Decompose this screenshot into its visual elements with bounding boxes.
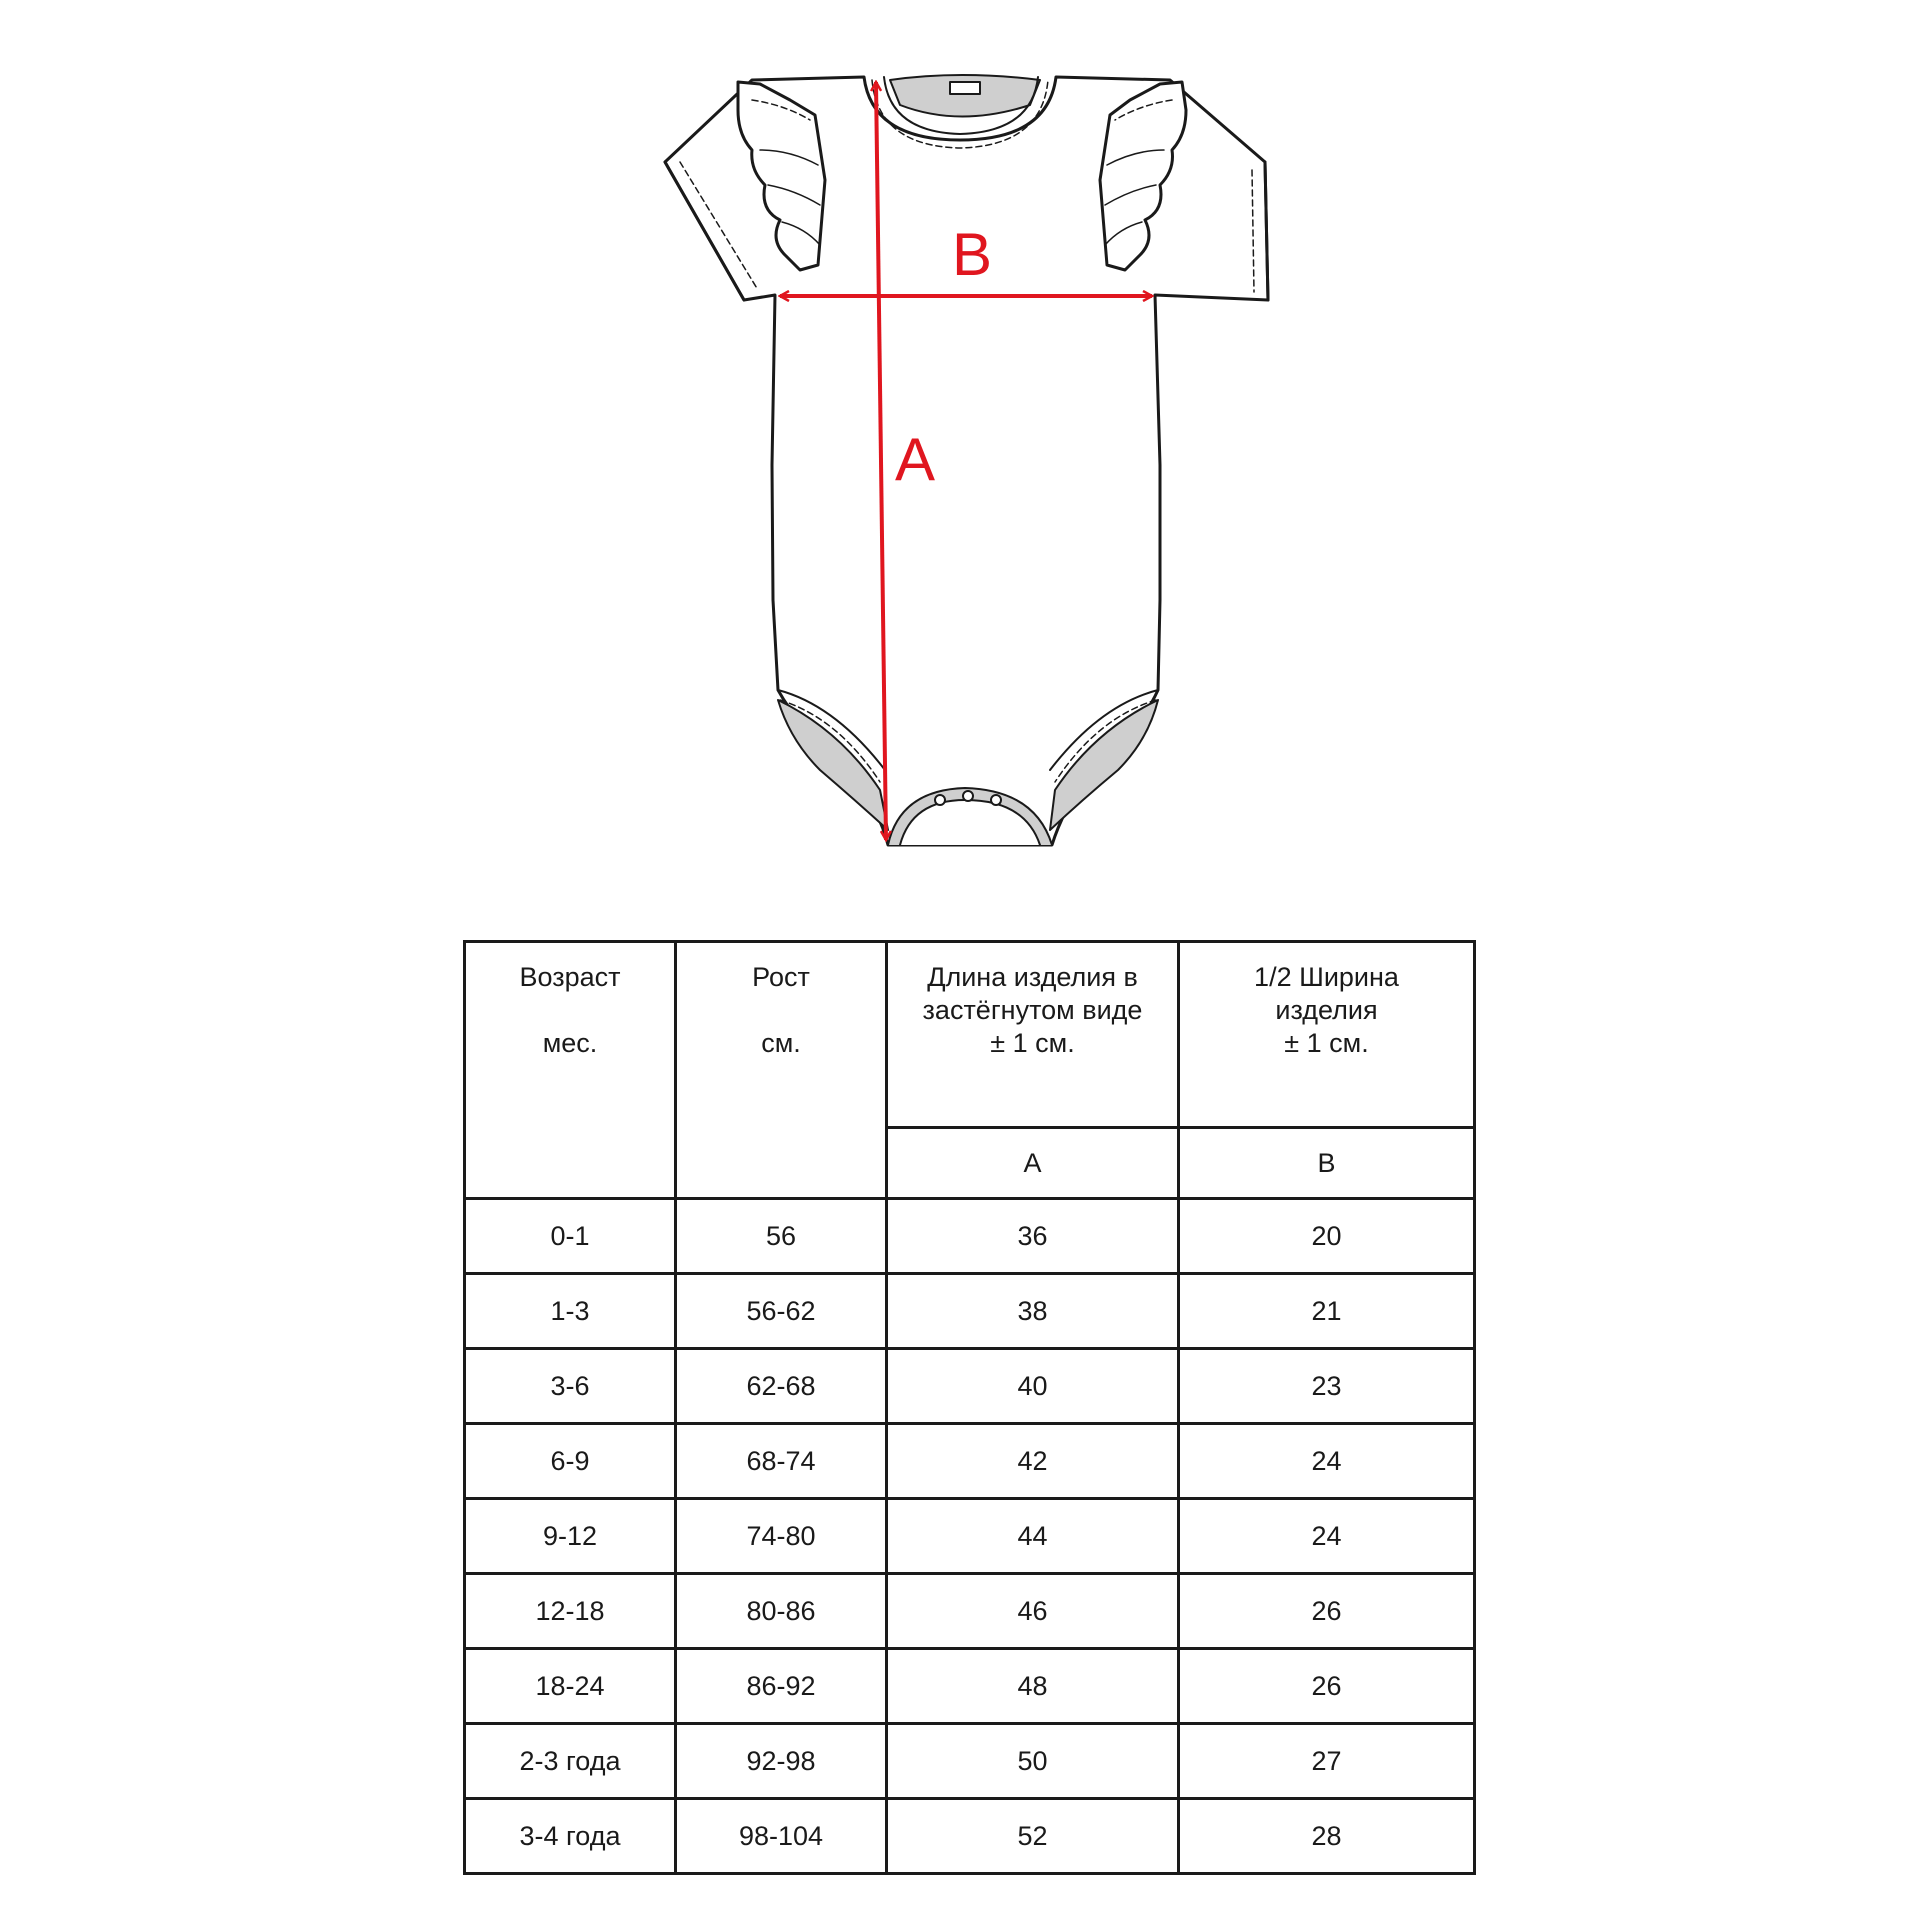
snap-button <box>991 795 1001 805</box>
table-row <box>465 1574 1475 1649</box>
cell-age: 3-4 года <box>465 1799 676 1874</box>
cell-height: 92-98 <box>676 1724 887 1799</box>
cell-width: 27 <box>1179 1724 1475 1799</box>
header-width-line1: 1/2 Ширина <box>1254 962 1399 992</box>
header-height-unit: см. <box>761 1028 801 1058</box>
cell-height: 86-92 <box>676 1649 887 1724</box>
cell-age: 0-1 <box>465 1199 676 1274</box>
header-age-title: Возраст <box>519 962 621 992</box>
cell-age: 6-9 <box>465 1424 676 1499</box>
cell-height: 98-104 <box>676 1799 887 1874</box>
cell-height: 74-80 <box>676 1499 887 1574</box>
header-height <box>676 942 887 1199</box>
body-shape <box>665 77 1268 845</box>
header-length-letter: A <box>887 1128 1179 1199</box>
cell-age: 9-12 <box>465 1499 676 1574</box>
header-age-unit: мес. <box>542 1028 598 1058</box>
header-width-line2: изделия <box>1275 995 1378 1025</box>
header-height-title: Рост <box>752 962 810 992</box>
header-width-letter: B <box>1179 1128 1475 1199</box>
table-row <box>465 1499 1475 1574</box>
neck-label <box>950 82 980 94</box>
cell-width: 26 <box>1179 1649 1475 1724</box>
cell-length: 44 <box>887 1499 1179 1574</box>
cell-width: 26 <box>1179 1574 1475 1649</box>
cell-height: 68-74 <box>676 1424 887 1499</box>
table-row <box>465 1199 1475 1274</box>
bodysuit-diagram <box>0 0 1920 870</box>
label-length: A <box>895 426 936 493</box>
cell-length: 40 <box>887 1349 1179 1424</box>
label-width: B <box>952 221 993 288</box>
cell-length: 50 <box>887 1724 1179 1799</box>
header-length-line2: застёгнутом виде <box>922 995 1143 1025</box>
cell-width: 28 <box>1179 1799 1475 1874</box>
table-row <box>465 1274 1475 1349</box>
header-age <box>465 942 676 1199</box>
cell-width: 21 <box>1179 1274 1475 1349</box>
cell-length: 42 <box>887 1424 1179 1499</box>
cell-length: 36 <box>887 1199 1179 1274</box>
snap-button <box>963 791 973 801</box>
table-row <box>465 1724 1475 1799</box>
cell-age: 1-3 <box>465 1274 676 1349</box>
cell-height: 80-86 <box>676 1574 887 1649</box>
size-chart-table <box>463 940 1476 1875</box>
cell-length: 52 <box>887 1799 1179 1874</box>
cell-age: 3-6 <box>465 1349 676 1424</box>
header-width <box>1179 942 1475 1128</box>
table-row <box>465 1424 1475 1499</box>
header-length-line3: ± 1 см. <box>990 1028 1075 1058</box>
cell-height: 56 <box>676 1199 887 1274</box>
header-length <box>887 942 1179 1128</box>
table-row <box>465 1349 1475 1424</box>
table-body <box>465 1199 1475 1874</box>
header-width-line3: ± 1 см. <box>1284 1028 1369 1058</box>
cell-length: 46 <box>887 1574 1179 1649</box>
cell-age: 2-3 года <box>465 1724 676 1799</box>
cell-length: 38 <box>887 1274 1179 1349</box>
header-length-line1: Длина изделия в <box>927 962 1138 992</box>
bodysuit-outline <box>665 75 1268 845</box>
table-header-row <box>465 942 1475 1128</box>
cell-age: 18-24 <box>465 1649 676 1724</box>
cell-length: 48 <box>887 1649 1179 1724</box>
table-row <box>465 1649 1475 1724</box>
cell-height: 62-68 <box>676 1349 887 1424</box>
cell-width: 23 <box>1179 1349 1475 1424</box>
snap-button <box>935 795 945 805</box>
cell-width: 20 <box>1179 1199 1475 1274</box>
table-row <box>465 1799 1475 1874</box>
cell-width: 24 <box>1179 1424 1475 1499</box>
cell-width: 24 <box>1179 1499 1475 1574</box>
cell-height: 56-62 <box>676 1274 887 1349</box>
cell-age: 12-18 <box>465 1574 676 1649</box>
